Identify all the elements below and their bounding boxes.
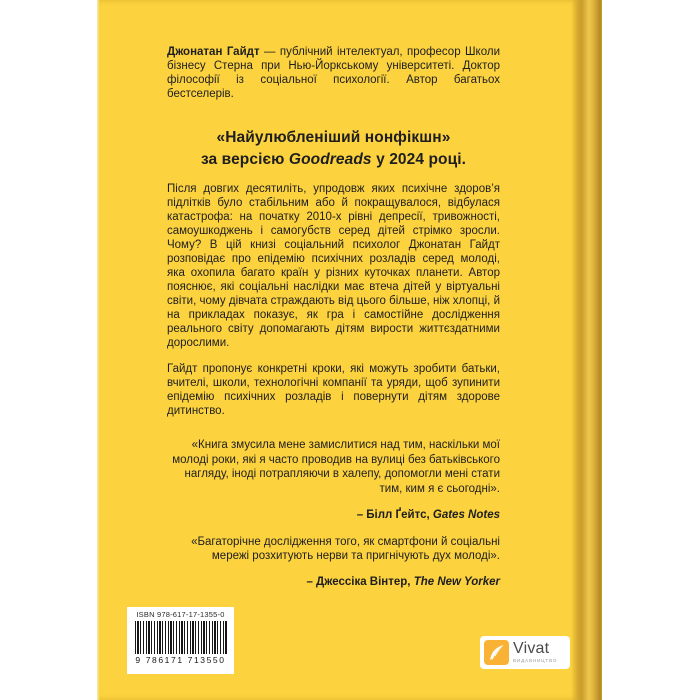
barcode-bars bbox=[135, 621, 227, 654]
isbn-label: ISBN 978-617-17-1355-0 bbox=[136, 610, 225, 619]
quote-jessica-winter: «Багаторічне дослідження того, як смартфони й соціальні мережі розхитують нерви та пригнічують дух молоді». bbox=[191, 535, 500, 562]
award-headline bbox=[167, 127, 500, 171]
cover-text-column bbox=[167, 0, 500, 601]
author-name: Джонатан Гайдт bbox=[167, 46, 260, 58]
goodreads-name: Goodreads bbox=[288, 151, 372, 168]
award-line-1: «Найулюбленіший нонфікшн» bbox=[216, 129, 451, 146]
vivat-logo-square bbox=[484, 640, 509, 665]
book-back-cover bbox=[97, 0, 602, 700]
publisher-subtitle: ВИДАВНИЦТВО bbox=[513, 658, 558, 663]
cover-left-edge-highlight bbox=[97, 0, 100, 700]
author-bio-text: — публічний інтелектуал, професор Школи бізнесу Стерна при Нью-Йоркському університеті. Доктор філософії із соціальної психології. Автор багатьох бестселерів. bbox=[167, 46, 500, 100]
publisher-wordmark bbox=[513, 641, 557, 664]
description-paragraph-1: Після довгих десятиліть, упродовж яких психічне здоров’я підлітків було стабільним або й покращувалося, відбулася катастрофа: на початку 2010-х рівні депресії, тривожності, самоушкоджень і самогубств серед дітей стрімко зросли. Чому? В цій книзі соціальний психолог Джонатан Гайдт розповідає про епідемію психічних розладів серед молоді, яка охопила багато країн у різних куточках планети. Автор пояснює, які соціальні наслідки має втеча дітей у віртуальні світи, чому дівчата страждають від цього більше, ніж хлопці, й на прикладах показує, як гра і самостійне дослідження реального світу допомагають дітям вирости життєздатними дорослими. bbox=[167, 183, 500, 349]
book-page-edge bbox=[571, 0, 602, 700]
quote-jessica-winter-attribution: – Джессіка Вінтер, The New Yorker bbox=[306, 576, 500, 588]
barcode-digits: 9 786171 713550 bbox=[135, 655, 226, 665]
award-line-2: за версією Goodreads у 2024 році. bbox=[200, 151, 467, 168]
description-paragraph-2: Гайдт пропонує конкретні кроки, які можуть зробити батьки, вчителі, школи, технологічні компанії та уряди, щоб зупинити епідемію психічних розладів і повернути дітям здорове дитинство. bbox=[167, 363, 500, 417]
feather-icon bbox=[487, 643, 506, 662]
quote-source: The New Yorker bbox=[413, 576, 500, 588]
publisher-logo bbox=[480, 636, 570, 669]
author-bio bbox=[167, 45, 500, 101]
quote-source: Gates Notes bbox=[432, 508, 500, 521]
isbn-barcode bbox=[127, 607, 234, 674]
quote-bill-gates: «Книга змусила мене замислитися над тим, наскільки мої молоді роки, які я часто проводив на вулиці без батьківського нагляду, іноді потрапляючи в халепу, допомогли мені стати тим, ким я є сьогодні». bbox=[172, 439, 500, 495]
quote-bill-gates-attribution: – Білл Ґейтс, Gates Notes bbox=[356, 508, 500, 521]
publisher-name: Vivat bbox=[513, 640, 550, 657]
